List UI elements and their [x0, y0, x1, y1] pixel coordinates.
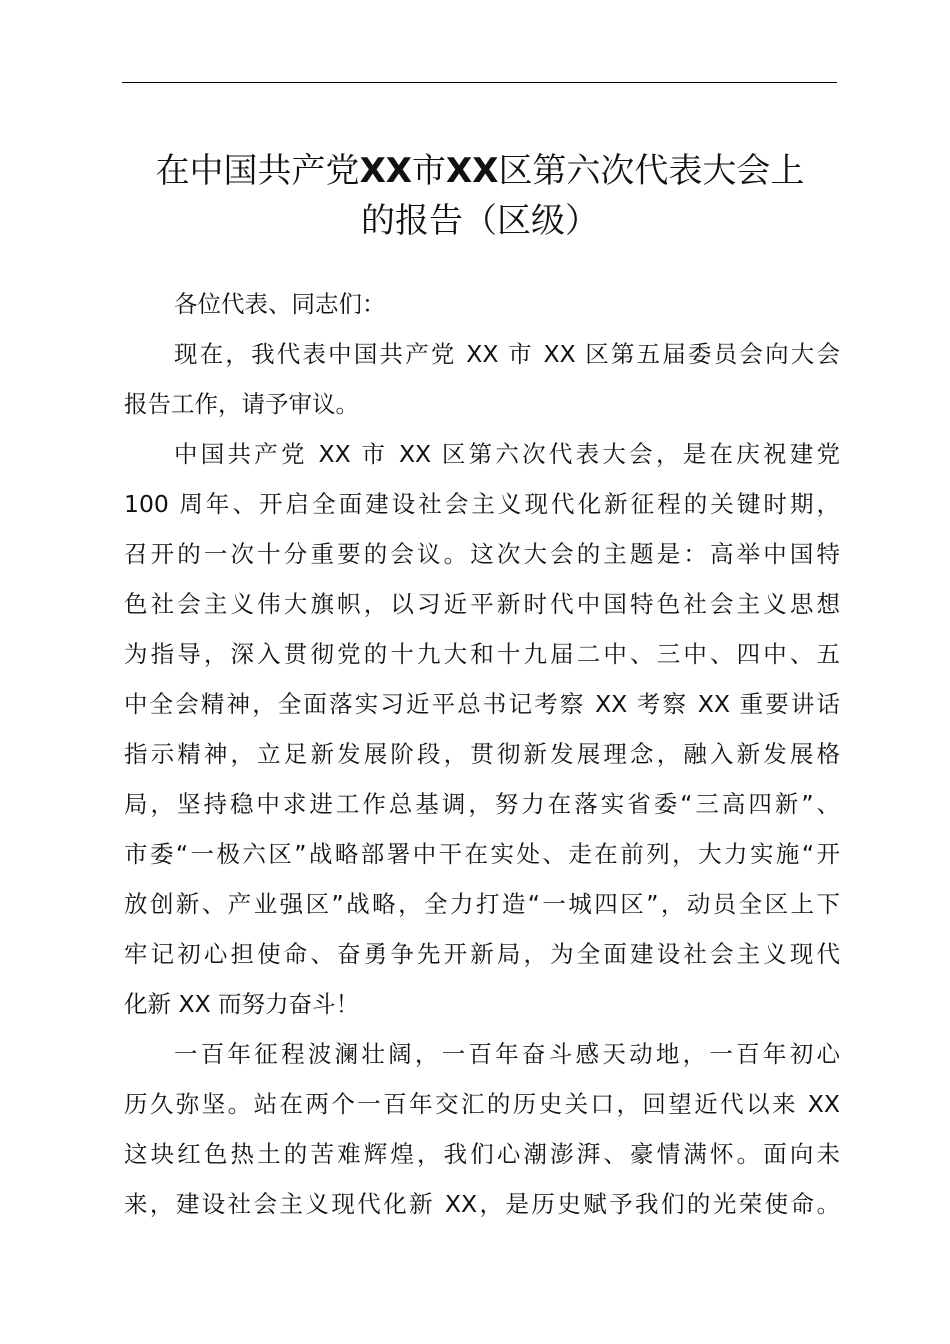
paragraph-2-line: 为指导，深入贯彻党的十九大和十九届二中、三中、四中、五 — [124, 640, 840, 668]
header-rule — [122, 82, 837, 83]
title-text-segment: 在中国共产党 — [155, 151, 360, 191]
paragraph-1-line: 报告工作，请予审议。 — [124, 390, 359, 418]
paragraph-2-line: 化新 XX 而努力奋斗！ — [124, 990, 360, 1018]
title-text-segment: 区第六次代表大会上 — [498, 151, 805, 191]
paragraph-2-line: 牢记初心担使命、奋勇争先开新局，为全面建设社会主义现代 — [124, 940, 840, 968]
paragraph-2-line: 中国共产党 XX 市 XX 区第六次代表大会，是在庆祝建党 — [174, 440, 840, 468]
paragraph-2-line: 召开的一次十分重要的会议。这次大会的主题是：高举中国特 — [124, 540, 840, 568]
paragraph-2-line: 指示精神，立足新发展阶段，贯彻新发展理念，融入新发展格 — [124, 740, 840, 768]
paragraph-2-line: 中全会精神，全面落实习近平总书记考察 XX 考察 XX 重要讲话 — [124, 690, 840, 718]
title-line-2: 的报告（区级） — [361, 201, 599, 241]
paragraph-2-line: 市委“一极六区”战略部署中干在实处、走在前列，大力实施“开 — [124, 840, 840, 868]
title-text-segment: 市 — [412, 151, 446, 191]
paragraph-3-line: 一百年征程波澜壮阔，一百年奋斗感天动地，一百年初心 — [174, 1040, 840, 1068]
paragraph-2-line: 100 周年、开启全面建设社会主义现代化新征程的关键时期， — [124, 490, 840, 518]
paragraph-3-line: 来，建设社会主义现代化新 XX，是历史赋予我们的光荣使命。 — [124, 1190, 840, 1218]
document-title — [100, 146, 860, 246]
paragraph-2-line: 色社会主义伟大旗帜，以习近平新时代中国特色社会主义思想 — [124, 590, 840, 618]
paragraph-3-line: 历久弥坚。站在两个一百年交汇的历史关口，回望近代以来 XX — [124, 1090, 840, 1118]
paragraph-1-line: 现在，我代表中国共产党 XX 市 XX 区第五届委员会向大会 — [174, 340, 840, 368]
title-placeholder-city: XX — [359, 151, 412, 191]
paragraph-2-line: 局，坚持稳中求进工作总基调，努力在落实省委“三高四新”、 — [124, 790, 840, 818]
salutation: 各位代表、同志们： — [174, 290, 386, 318]
paragraph-3-line: 这块红色热土的苦难辉煌，我们心潮澎湃、豪情满怀。面向未 — [124, 1140, 840, 1168]
paragraph-2-line: 放创新、产业强区”战略，全力打造“一城四区”，动员全区上下 — [124, 890, 840, 918]
document-body — [124, 279, 840, 1229]
title-line-1 — [100, 146, 860, 196]
title-placeholder-district: XX — [446, 151, 499, 191]
